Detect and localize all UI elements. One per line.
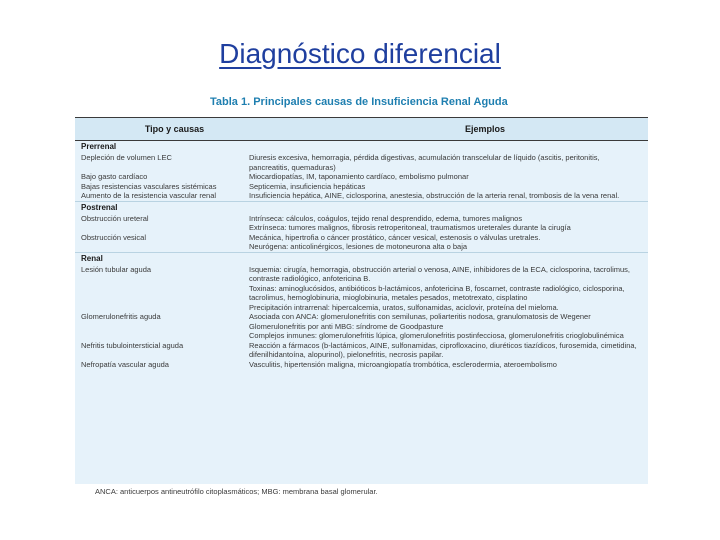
example-cell: Insuficiencia hepática, AINE, ciclosporina, anestesia, obstrucción de la arteria renal, trombosis de la vena renal.	[249, 191, 620, 200]
example-cell: Reacción a fármacos (b-lactámicos, AINE, sulfonamidas, ciprofloxacino, diuréticos tiazídicos, furosemida, cimetidina, difenilhidantoína, alopurinol), pielonefritis, necrosis papilar.	[249, 340, 637, 359]
cause-cell	[75, 303, 249, 313]
table-row	[75, 214, 648, 224]
table-row	[75, 191, 648, 201]
table-header	[75, 118, 648, 141]
section-title: Prerrenal	[81, 142, 117, 151]
cause-cell: Nefritis tubulointersticial aguda	[81, 340, 184, 350]
cause-cell: Obstrucción vesical	[81, 232, 147, 242]
example-cell: Isquemia: cirugía, hemorragia, obstrucción arterial o venosa, AINE, inhibidores de la ECA, ciclosporina, tacrolimus, contraste radiológico, anfotericina B.	[249, 264, 631, 283]
cause-cell: Obstrucción ureteral	[81, 213, 149, 223]
example-cell: Toxinas: aminoglucósidos, antibióticos b-lactámicos, anfotericina B, foscarnet, contraste radiológico, ciclosporina, tacrolimus, hemoglobinuria, mioglobinuria, metales pesados, metotrexato, cisplatino	[249, 283, 625, 302]
table-row	[75, 303, 648, 313]
table-row	[75, 360, 648, 370]
cause-cell	[75, 284, 249, 303]
cause-cell	[75, 331, 249, 341]
example-cell: Intrínseca: cálculos, coágulos, tejido renal desprendido, edema, tumores malignos	[249, 213, 523, 223]
table-row	[75, 242, 648, 252]
table-row	[75, 223, 648, 233]
table-row	[75, 265, 648, 284]
table-footnote: ANCA: anticuerpos antineutrófilo citoplasmáticos; MBG: membrana basal glomerular.	[95, 487, 378, 496]
table-row	[75, 172, 648, 182]
example-cell: Glomerulonefritis por anti MBG: síndrome de Goodpasture	[249, 321, 444, 331]
cause-cell: Bajas resistencias vasculares sistémicas	[81, 181, 217, 191]
table-row	[75, 331, 648, 341]
header-ejemplos: Ejemplos	[464, 124, 505, 134]
example-cell: Septicemia, insuficiencia hepáticas	[249, 181, 366, 191]
cause-cell: Aumento de la resistencia vascular renal	[81, 191, 217, 200]
table-row	[75, 153, 648, 172]
section-title: Postrenal	[75, 201, 648, 214]
cause-cell	[75, 223, 249, 233]
table-row	[75, 233, 648, 243]
cause-cell: Depleción de volumen LEC	[81, 153, 172, 162]
example-cell: Mecánica, hipertrofia o cáncer prostático, cáncer vesical, estenosis o válvulas uretrales.	[249, 232, 541, 242]
example-cell: Asociada con ANCA: glomerulonefritis con semilunas, poliarteritis nodosa, granulomatosis de Wegener	[249, 312, 591, 321]
table-row	[75, 322, 648, 332]
table-row	[75, 312, 648, 322]
slide-title: Diagnóstico diferencial	[219, 38, 501, 69]
example-cell: Extrínseca: tumores malignos, fibrosis retroperitoneal, traumatismos ureterales durante la cirugía	[249, 223, 571, 232]
table-caption: Tabla 1. Principales causas de Insuficiencia Renal Aguda	[210, 96, 508, 108]
example-cell: Complejos inmunes: glomerulonefritis lúpica, glomerulonefritis postinfecciosa, glomerulonefritis crioglobulinémica	[249, 331, 624, 340]
cause-cell	[75, 322, 249, 332]
cause-cell: Bajo gasto cardíaco	[81, 172, 148, 181]
cause-cell: Lesión tubular aguda	[81, 264, 152, 274]
example-cell: Neurógena: anticolinérgicos, lesiones de motoneurona alta o baja	[249, 242, 468, 251]
table-row	[75, 341, 648, 360]
cause-cell: Nefropatía vascular aguda	[81, 359, 169, 369]
example-cell: Diuresis excesiva, hemorragia, pérdida digestivas, acumulación transcelular de líquido (ascitis, peritonitis, pancreatitis, quemaduras)	[249, 153, 600, 172]
example-cell: Precipitación intrarrenal: hipercalcemia, uratos, sulfonamidas, aciclovir, proteína del mieloma.	[249, 302, 559, 312]
table-row	[75, 284, 648, 303]
cause-cell	[75, 242, 249, 252]
example-cell: Vasculitis, hipertensión maligna, microangiopatía trombótica, esclerodermia, ateroembolismo	[249, 359, 557, 369]
table-body	[75, 141, 648, 369]
example-cell: Miocardiopatías, IM, taponamiento cardíaco, embolismo pulmonar	[249, 172, 469, 181]
table-row	[75, 182, 648, 192]
causes-table	[75, 117, 648, 484]
header-tipo: Tipo y causas	[144, 124, 205, 134]
section-title: Renal	[75, 252, 648, 265]
cause-cell: Glomerulonefritis aguda	[81, 312, 161, 321]
